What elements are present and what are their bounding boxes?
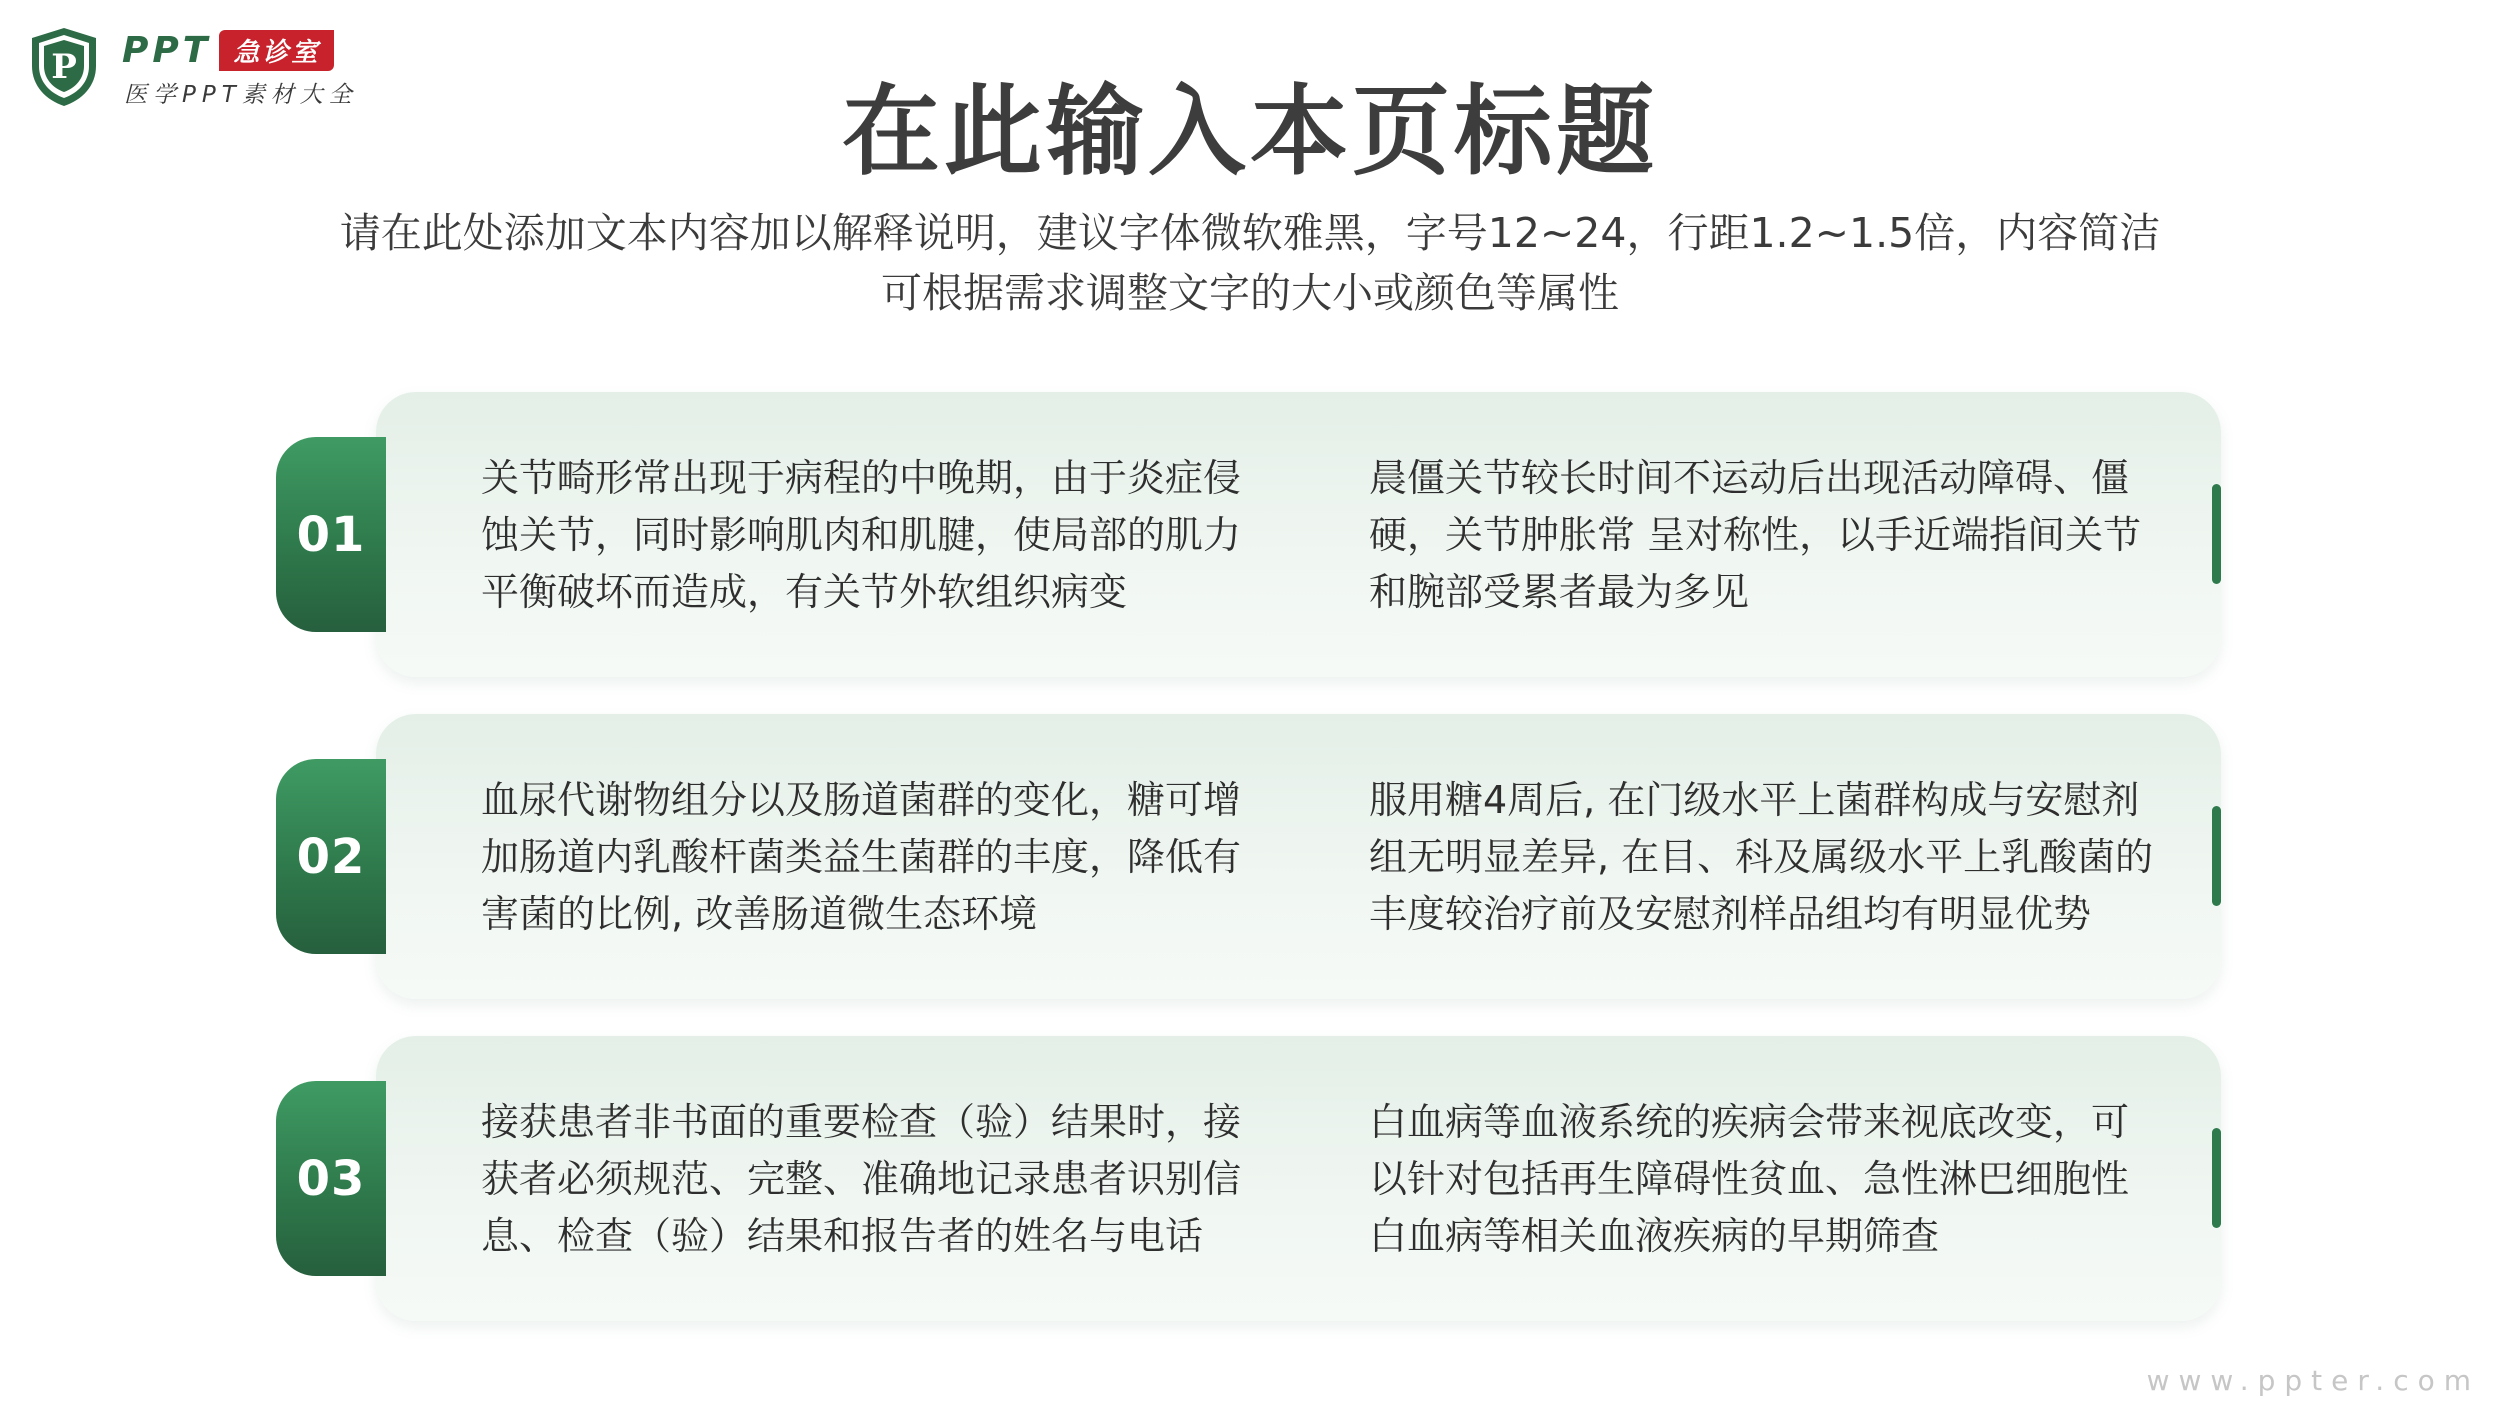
logo-brand-text: PPT [122,29,212,71]
logo-brand [122,30,334,70]
row-right-text: 白血病等血液系统的疾病会带来视底改变，可以针对包括再生障碍性贫血、急性淋巴细胞性白血病等相关血液疾病的早期筛查 [1369,1100,2130,1258]
row-number: 01 [296,506,366,563]
row-left-text: 血尿代谢物组分以及肠道菌群的变化，糖可增加肠道内乳酸杆菌类益生菌群的丰度，降低有害菌的比例, 改善肠道微生态环境 [481,778,1242,936]
content-row-1 [276,392,2221,677]
logo-subtitle: 医学PPT素材大全 [124,82,358,108]
row-number: 03 [296,1150,366,1207]
row-accent-bar [2212,806,2221,906]
page-subtitle [250,203,2250,323]
row-number-tab [276,1081,386,1276]
row-accent-bar [2212,1128,2221,1228]
watermark: www.ppter.com [2146,1364,2480,1397]
content-row-2 [276,714,2221,999]
subtitle-line-2: 可根据需求调整文字的大小或颜色等属性 [881,269,1619,317]
row-accent-bar [2212,484,2221,584]
page-title: 在此输入本页标题 [841,75,1658,189]
shield-letter: P [51,47,77,87]
row-number-tab [276,437,386,632]
row-left-text: 关节畸形常出现于病程的中晚期，由于炎症侵蚀关节，同时影响肌肉和肌腱，使局部的肌力平衡破坏而造成，有关节外软组织病变 [481,456,1242,614]
subtitle-line-1: 请在此处添加文本内容加以解释说明，建议字体微软雅黑，字号12~24，行距1.2~1.5倍，内容简洁 [339,209,2161,257]
row-number-tab [276,759,386,954]
row-number: 02 [296,828,366,885]
content-row-3 [276,1036,2221,1321]
logo-badge: 急诊室 [219,30,334,71]
row-left-text: 接获患者非书面的重要检查（验）结果时，接获者必须规范、完整、准确地记录患者识别信息、检查（验）结果和报告者的姓名与电话 [481,1100,1242,1258]
row-right-text: 晨僵关节较长时间不运动后出现活动障碍、僵硬，关节肿胀常 呈对称性，以手近端指间关节和腕部受累者最为多见 [1369,456,2142,614]
row-right-text: 服用糖4周后, 在门级水平上菌群构成与安慰剂组无明显差异, 在目、科及属级水平上乳酸菌的丰度较治疗前及安慰剂样品组均有明显优势 [1369,778,2154,936]
